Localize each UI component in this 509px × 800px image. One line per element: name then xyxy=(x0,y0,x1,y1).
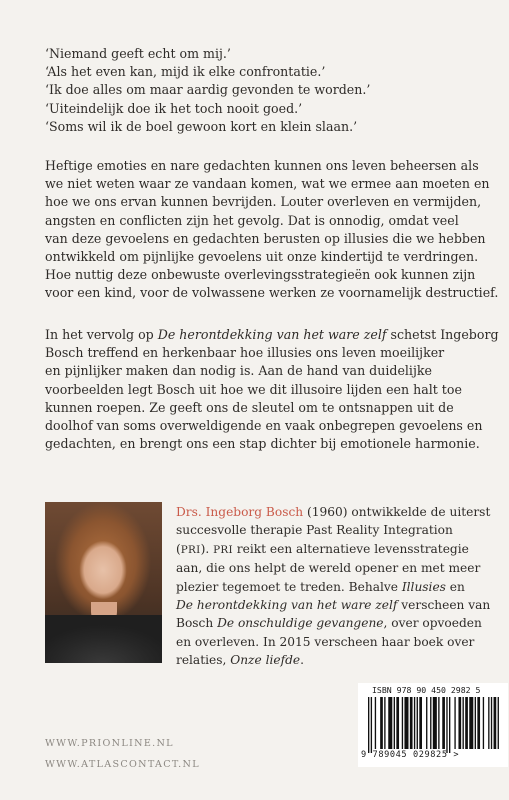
bio-line: aan, die ons helpt de wereld opener en met meer xyxy=(176,561,481,576)
bio-line xyxy=(176,596,496,614)
barcode-bar xyxy=(375,697,376,749)
barcode-bar xyxy=(433,697,437,749)
bio-line xyxy=(176,578,496,596)
book-title: De onschuldige gevangene xyxy=(217,616,384,631)
text-fragment: verscheen van xyxy=(397,598,491,613)
barcode-bar xyxy=(446,697,447,753)
barcode-bar xyxy=(396,697,399,749)
text-line: voor een kind, voor de volwassene werken ze voornamelijk destructief. xyxy=(45,285,499,301)
barcode-bar xyxy=(477,697,480,749)
text-line: Bosch treffend en herkenbaar hoe illusies ons leven moeilijker xyxy=(45,345,445,361)
bio-line: succesvolle therapie Past Reality Integration xyxy=(176,523,453,538)
quote-line: ‘Niemand geeft echt om mij.’ xyxy=(45,46,231,61)
website-link[interactable]: WWW.ATLASCONTACT.NL xyxy=(45,759,200,770)
text-line: we niet weten waar ze vandaan komen, wat we ermee aan moeten en xyxy=(45,176,490,192)
text-line: gedachten, en brengt ons een stap dichter bij emotionele harmonie. xyxy=(45,436,480,452)
bio-line: en overleven. In 2015 verscheen haar boek over xyxy=(176,634,475,649)
text-line: ontwikkeld om pijnlijke gevoelens uit onze kindertijd te verdringen. xyxy=(45,249,479,265)
bio-line xyxy=(176,503,496,521)
barcode-bar xyxy=(402,697,403,749)
book-title: De herontdekking van het ware zelf xyxy=(176,598,398,613)
barcode-bar xyxy=(442,697,445,749)
book-title: De herontdekking van het ware zelf xyxy=(157,327,387,342)
text-fragment: schetst Ingeborg xyxy=(386,327,499,342)
text-line: Hoe nuttig deze onbewuste overlevingsstrategieën ook kunnen zijn xyxy=(45,267,476,283)
description-paragraph-1 xyxy=(45,157,499,303)
barcode-block xyxy=(358,683,508,767)
barcode-bar xyxy=(414,697,415,749)
text-fragment: relaties, xyxy=(176,653,231,668)
bio-line xyxy=(176,614,496,632)
text-fragment: Bosch xyxy=(176,616,218,631)
barcode-bar xyxy=(494,697,497,749)
book-title: Onze liefde xyxy=(230,653,301,668)
barcode-bar xyxy=(454,697,455,749)
barcode-bar xyxy=(465,697,468,749)
quotes-block xyxy=(45,45,485,136)
text-line: van deze gevoelens en gedachten berusten op illusies die we hebben xyxy=(45,230,486,246)
text-fragment: plezier tegemoet te treden. Behalve xyxy=(176,579,402,594)
isbn-label: ISBN 978 90 450 2982 5 xyxy=(372,685,481,695)
barcode-bar xyxy=(419,697,422,749)
barcode-bar xyxy=(491,697,492,749)
barcode-bar xyxy=(394,697,395,749)
barcode-bar xyxy=(404,697,408,749)
barcode-bar xyxy=(469,697,473,749)
barcode-bar xyxy=(384,697,385,749)
abbreviation: PRI xyxy=(213,543,233,556)
websites-block xyxy=(45,733,200,775)
barcode-bar xyxy=(449,697,450,753)
barcode-bar xyxy=(483,697,484,749)
text-fragment: en xyxy=(445,579,465,594)
barcode-bar xyxy=(438,697,439,749)
author-bio xyxy=(176,503,496,670)
barcode-bar xyxy=(410,697,413,749)
barcode-bar xyxy=(368,697,369,753)
barcode-digits: 9 789045 029825 > xyxy=(361,750,460,760)
abbreviation: PRI xyxy=(180,543,201,556)
text-fragment: . xyxy=(300,653,304,668)
barcode-bar xyxy=(371,697,372,753)
barcode-bar xyxy=(380,697,383,749)
website-link[interactable]: WWW.PRIONLINE.NL xyxy=(45,738,174,749)
description-paragraph-2 xyxy=(45,326,499,453)
barcode-bar xyxy=(430,697,431,749)
text-line: hoe we ons ervan kunnen bevrijden. Louter overleven en vermijden, xyxy=(45,194,482,210)
quote-line: ‘Soms wil ik de boel gewoon kort en klein slaan.’ xyxy=(45,118,358,134)
barcode-bar xyxy=(498,697,499,749)
text-fragment: ( xyxy=(176,541,181,556)
barcode-bar xyxy=(458,697,461,749)
bio-line xyxy=(176,651,496,669)
author-name: Drs. Ingeborg Bosch xyxy=(176,505,304,519)
barcode-bar xyxy=(388,697,392,749)
text-fragment: In het vervolg op xyxy=(45,327,158,342)
barcode-bar xyxy=(417,697,418,749)
quote-line: ‘Als het even kan, mijd ik elke confrontatie.’ xyxy=(45,64,326,80)
barcode-bar xyxy=(426,697,427,749)
text-line: en pijnlijker maken dan nodig is. Aan de hand van duidelijke xyxy=(45,363,432,379)
text-line: angsten en conflicten zijn het gevolg. Dat is onnodig, omdat veel xyxy=(45,212,459,228)
text-fragment: ). xyxy=(200,541,214,556)
text-line: doolhof van soms overweldigende en vaak onbegrepen gevoelens en xyxy=(45,418,483,434)
author-portrait-photo xyxy=(45,502,162,663)
quote-line: ‘Uiteindelijk doe ik het toch nooit goed.’ xyxy=(45,100,303,116)
text-fragment: , over opvoeden xyxy=(383,616,482,631)
barcode-bar xyxy=(488,697,489,749)
barcode-bar xyxy=(475,697,476,749)
quote-line: ‘Ik doe alles om maar aardig gevonden te worden.’ xyxy=(45,82,371,98)
text-fragment: (1960) ontwikkelde de uiterst xyxy=(303,505,491,519)
text-line: voorbeelden legt Bosch uit hoe we dit illusoire lijden een halt toe xyxy=(45,381,462,397)
text-line: Heftige emoties en nare gedachten kunnen ons leven beheersen als xyxy=(45,158,479,173)
text-fragment: reikt een alternatieve levensstrategie xyxy=(232,541,469,556)
barcode-bar xyxy=(463,697,464,749)
portrait-shoulders xyxy=(45,615,162,663)
text-line: kunnen roepen. Ze geeft ons de sleutel om te ontsnappen uit de xyxy=(45,399,454,415)
bio-line xyxy=(176,540,496,559)
book-title: Illusies xyxy=(401,579,446,594)
text-line xyxy=(45,326,499,344)
ean-barcode-icon xyxy=(364,697,500,753)
